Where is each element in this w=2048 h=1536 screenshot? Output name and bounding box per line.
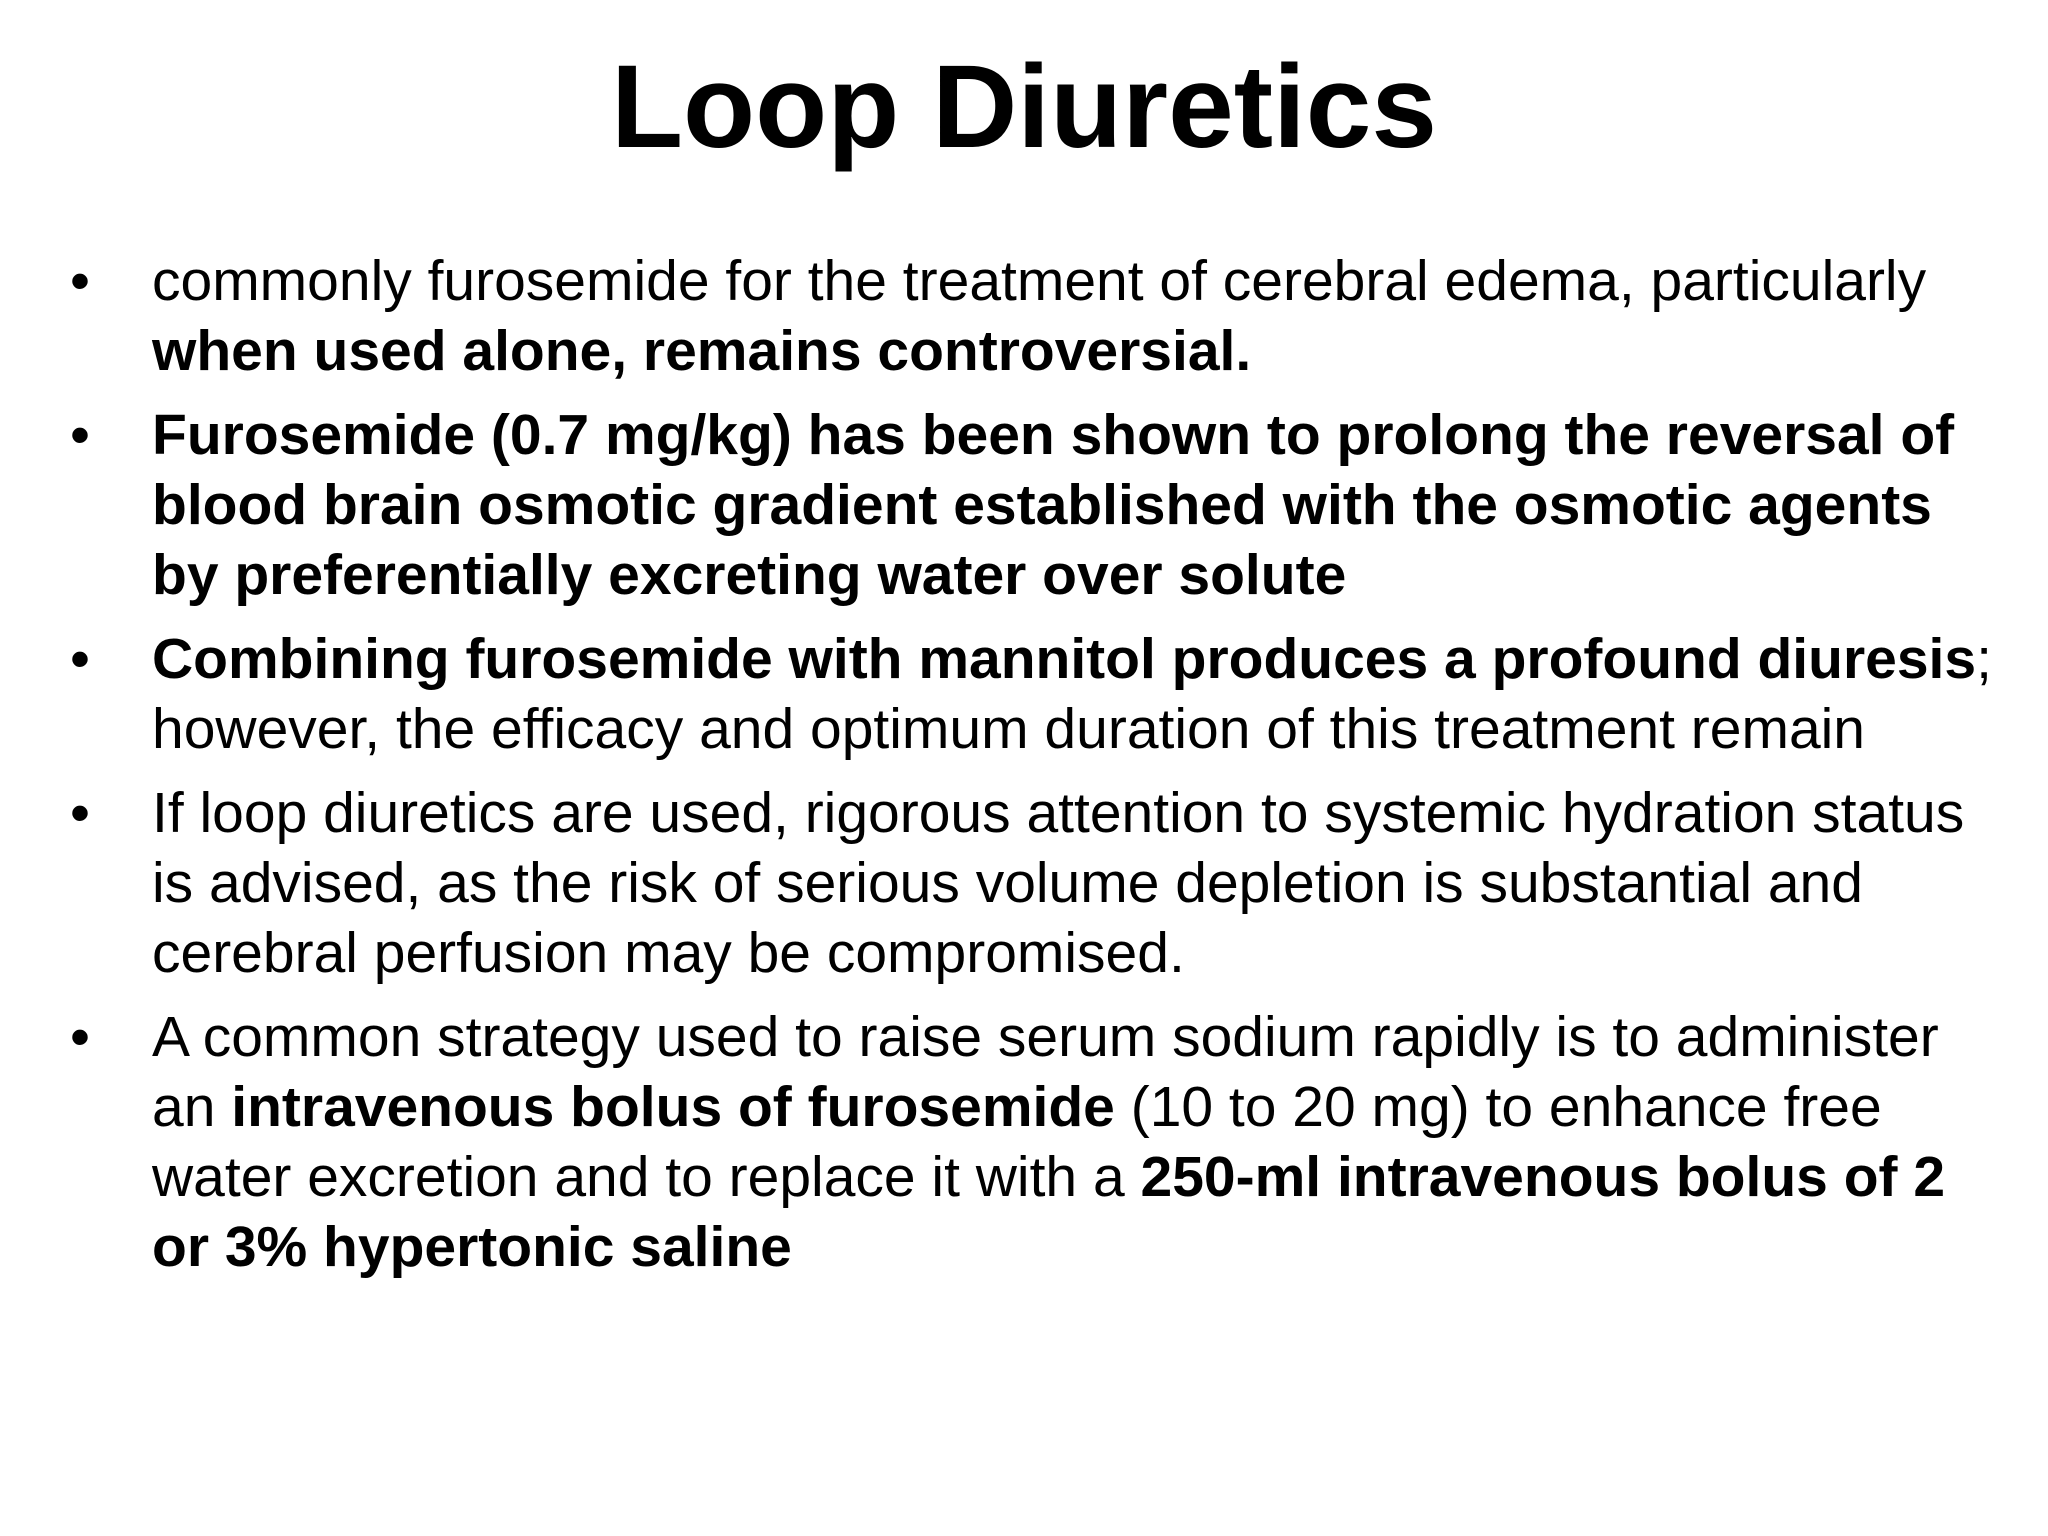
- list-item: [70, 778, 2000, 988]
- slide-title: Loop Diuretics: [610, 41, 1438, 173]
- bullet-text-normal: A common strategy used to raise serum sodium rapidly is to administer an: [152, 1005, 1939, 1139]
- bullet-icon: •: [70, 403, 90, 467]
- bullet-text-normal: ; however, the efficacy and optimum duration of this treatment remain: [152, 627, 1992, 761]
- bullet-text-normal: commonly furosemide for the treatment of cerebral edema, particularly: [152, 249, 1927, 313]
- list-item: [70, 400, 2000, 610]
- list-item: [70, 1002, 2000, 1282]
- bullet-text-bold: Combining furosemide with mannitol produces a profound diuresis: [152, 627, 1977, 691]
- bullet-icon: •: [70, 249, 90, 313]
- bullet-icon: •: [70, 627, 90, 691]
- bullet-icon: •: [70, 1005, 90, 1069]
- bullet-text-bold: 250-ml intravenous bolus of 2 or 3% hypertonic saline: [152, 1145, 1946, 1279]
- bullet-text-normal: If loop diuretics are used, rigorous attention to systemic hydration status is advised, as the risk of serious volume depletion is substantial and cerebral perfusion may be compromised.: [152, 781, 1965, 985]
- bullet-icon: •: [70, 781, 90, 845]
- list-item: [70, 246, 2000, 386]
- bullet-text-bold: when used alone, remains controversial.: [152, 319, 1252, 383]
- bullet-text-bold: intravenous bolus of furosemide: [231, 1075, 1115, 1139]
- bullet-list: [70, 246, 2000, 1296]
- bullet-text-normal: (10 to 20 mg) to enhance free water excretion and to replace it with a: [152, 1075, 1882, 1209]
- list-item: [70, 624, 2000, 764]
- bullet-text-bold: Furosemide (0.7 mg/kg) has been shown to prolong the reversal of blood brain osmotic gradient established with the osmotic agents by preferentially excreting water over solute: [152, 403, 1955, 607]
